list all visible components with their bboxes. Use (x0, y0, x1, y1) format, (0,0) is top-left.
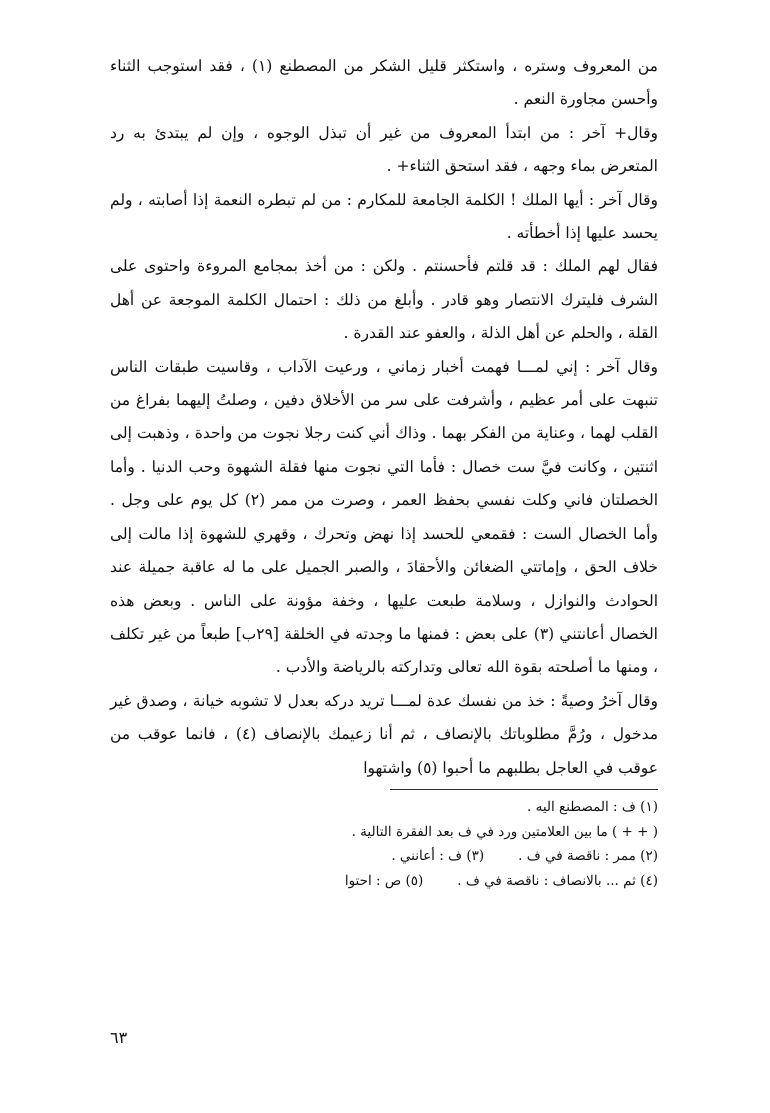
page-number: ٦٣ (110, 1028, 128, 1047)
footnote: (٣) ف : أعانني . (391, 848, 485, 864)
paragraph: فقال لهم الملك : قد قلتم فأحسنتم . ولكن : من أخذ بمجامع المروءة واحتوى على الشرف فليترك الانتصار وهو قادر . وأبلغ من ذلك : احتمال الكلمة الموجعة عن أهل القلة ، والحلم عن أهل الذلة ، والعفو عند القدرة . (110, 257, 658, 343)
main-text (110, 50, 658, 785)
paragraph: وقال آخرُ وصيةً : خذ من نفسك عدة لمـــا تريد دركه بعدل لا تشوبه خيانة ، وصدق غير مدخول ، ورُمَّ مطلوباتك بالإنصاف ، ثم أنا زعيمك بالإنصاف (٤) ، فانما عوقب من عوقب في العاجل بطلبهم ما أحبوا (٥) واشتهوا (110, 691, 659, 777)
paragraph: من المعروف وستره ، واستكثر قليل الشكر من المصطنع (١) ، فقد استوجب الثناء وأحسن مجاورة النعم . (110, 57, 658, 109)
footnote: (١) ف : المصطنع اليه . (527, 799, 658, 815)
paragraph: وقال+ آخر : من ابتدأ المعروف من غير أن تبذل الوجوه ، وإن لم يبتدئ به رد المتعرض بماء وجهه ، فقد استحق الثناء+ . (110, 123, 658, 176)
paragraph: وقال آخر : إني لمـــا فهمت أخبار زماني ، ورعيت الآداب ، وقاسيت طبقات الناس تنبهت على أمر عظيم ، وأشرفت على سر من الأخلاق دفين ، وصلتُ إليهما بفراغ من القلب لهما ، وعناية من الفكر بهما . وذاك أني كنت رجلا نجوت من واحدة ، وذهبت إلى اثنتين ، وكانت فيَّ ست خصال : فأما التي نجوت منها فقلة الشهوة وحب الدنيا . وأما الخصلتان فاني وكلت نفسي بحفظ العمر ، وصرت من ممر (٢) كل يوم على وجل . وأما الخصال الست : فقمعي للحسد إذا نهض وتحرك ، وقهري للشهوة إذا مالت إلى خلاف الحق ، وإماتتي الضغائن والأحقادَ ، والصبر الجميل على ما له عاقبة جميلة عند الحوادث والنوازل ، وسلامة طبعت عليها ، وخفة مؤونة على الناس . وبعض هذه الخصال أعانتني (٣) على بعض : فمنها ما وجدته في الخلقة [٢٩ب] طبعاً من غير تكلف ، ومنها ما أصلحته بقوة الله تعالى وتداركته بالرياضة والأدب . (110, 357, 659, 677)
footnote: (٥) ص : احتوا (344, 872, 424, 889)
footnote: (٤) ثم ... بالانصاف : ناقصة في ف . (457, 872, 658, 889)
footnote-row (120, 844, 658, 869)
footnote-divider (390, 789, 658, 790)
paragraph: وقال آخر : أيها الملك ! الكلمة الجامعة للمكارم : من لم تبطره النعمة إذا أصابته ، ولم يحسد عليها إذا أخطأته . (110, 190, 658, 243)
footnote: ( + + ) ما بين العلامتين ورد في ف بعد الفقرة التالية . (351, 823, 658, 840)
footnotes (120, 795, 658, 893)
footnote-row (120, 869, 658, 894)
footnote: (٢) ممر : ناقصة في ف . (518, 848, 658, 864)
